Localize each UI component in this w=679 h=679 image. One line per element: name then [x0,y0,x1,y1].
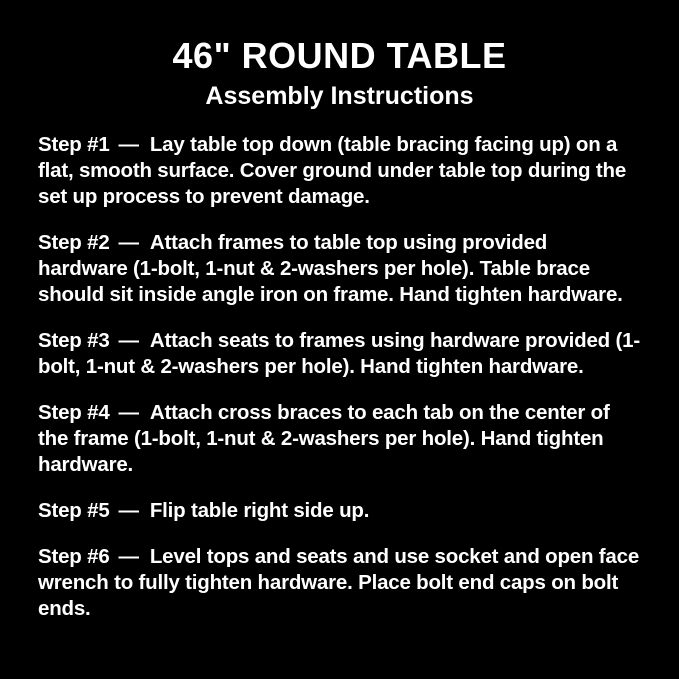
step-6 [38,544,641,622]
step-2-label: Step #2 [38,231,110,255]
step-6-text: Level tops and seats and use socket and open face wrench to fully tighten hardware. Place bolt end caps on bolt ends. [38,545,640,621]
step-3-dash: — [118,329,139,353]
step-2 [38,230,641,308]
step-3-label: Step #3 [38,329,110,353]
step-6-label: Step #6 [38,545,110,569]
step-1 [38,132,641,210]
step-4-dash: — [118,401,139,425]
step-5-text: Flip table right side up. [149,499,370,523]
page-title: 46" ROUND TABLE [172,35,507,76]
step-4-label: Step #4 [38,401,110,425]
step-4-text: Attach cross braces to each tab on the center of the frame (1-bolt, 1-nut & 2-washers per hole). Hand tighten hardware. [38,401,610,477]
step-3 [38,328,641,380]
step-5-label: Step #5 [38,499,110,523]
step-3-text: Attach seats to frames using hardware provided (1-bolt, 1-nut & 2-washers per hole). Hand tighten hardware. [38,329,640,379]
step-1-label: Step #1 [38,133,110,157]
step-5 [38,498,641,524]
steps-list [38,132,641,622]
step-4 [38,400,641,478]
step-2-text: Attach frames to table top using provided hardware (1-bolt, 1-nut & 2-washers per hole). Table brace should sit inside angle iron on frame. Hand tighten hardware. [38,231,623,307]
page-subtitle: Assembly Instructions [205,81,474,110]
step-5-dash: — [118,499,139,523]
step-1-text: Lay table top down (table bracing facing up) on a flat, smooth surface. Cover ground under table top during the set up process to prevent damage. [38,133,627,209]
step-1-dash: — [118,133,139,157]
step-2-dash: — [118,231,139,255]
step-6-dash: — [118,545,139,569]
